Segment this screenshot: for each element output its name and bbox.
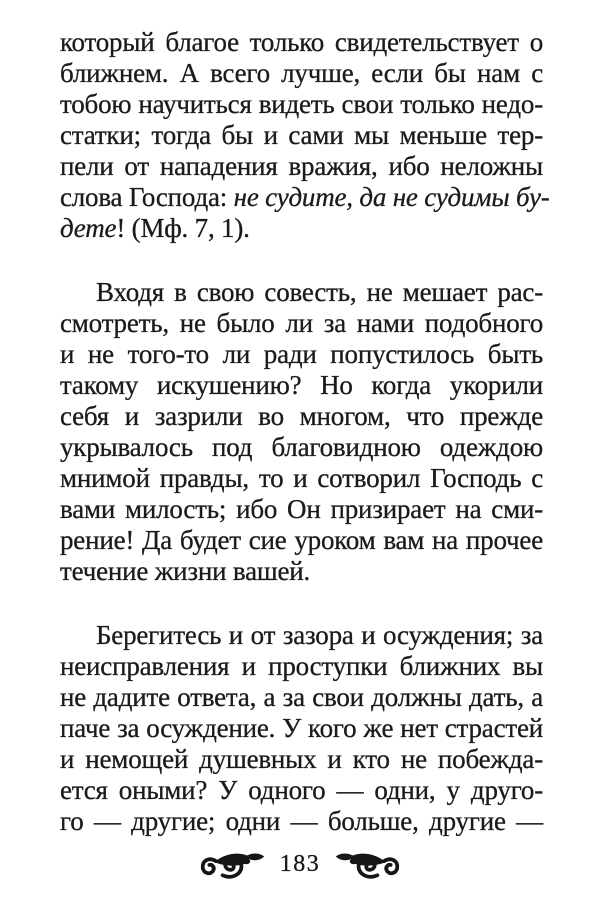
text-segment: смотреть, не было ли за нами подобного xyxy=(60,308,543,338)
text-line xyxy=(60,120,543,151)
text-segment: вами милость; ибо Он призирает на сми- xyxy=(60,494,543,524)
text-segment: Берегитесь и от зазора и осуждения; за xyxy=(96,620,543,650)
text-line xyxy=(60,744,543,775)
paragraph-3 xyxy=(60,620,543,837)
text-segment: рение! Да будет сие уроком вам на прочее xyxy=(60,525,543,555)
text-segment: и немощей душевных и кто не побежда- xyxy=(60,744,543,774)
text-line xyxy=(60,308,543,339)
text-segment: укрывалось под благовидною одеждою xyxy=(60,432,543,462)
text-line xyxy=(60,620,543,651)
text-line xyxy=(60,370,543,401)
text-segment: не дадите ответа, а за свои должны дать, а xyxy=(60,682,543,712)
text-line xyxy=(60,651,543,682)
paragraph-2 xyxy=(60,277,543,587)
text-line xyxy=(60,27,543,58)
text-segment: слова Господа: xyxy=(60,182,234,212)
text-segment: мнимой правды, то и сотворил Господь с xyxy=(60,463,543,493)
left-scroll-flourish-icon xyxy=(199,848,267,880)
text-segment: паче за осуждение. У кого же нет страстей xyxy=(60,713,543,743)
text-segment: ! (Мф. 7, 1). xyxy=(116,213,250,243)
text-line xyxy=(60,682,543,713)
text-segment: ближнем. А всего лучше, если бы нам с xyxy=(60,58,543,88)
text-line xyxy=(60,432,543,463)
text-line xyxy=(60,401,543,432)
text-segment: течение жизни вашей. xyxy=(60,556,311,586)
text-segment: ется оными? У одного — одни, у друго- xyxy=(60,775,543,805)
text-line xyxy=(60,58,543,89)
text-line xyxy=(60,775,543,806)
text-segment: неисправления и проступки ближних вы xyxy=(60,651,543,681)
text-line xyxy=(60,713,543,744)
text-segment: тобою научиться видеть свои только недо- xyxy=(60,89,543,119)
scripture-quote-italic: не судите, да не судимы бу- xyxy=(233,182,550,212)
text-line xyxy=(60,525,543,556)
text-line xyxy=(60,213,543,244)
text-line xyxy=(60,463,543,494)
text-line xyxy=(60,556,543,587)
text-segment: себя и зазрили во многом, что прежде xyxy=(60,401,543,431)
text-segment: такому искушению? Но когда укорили xyxy=(60,370,543,400)
text-line xyxy=(60,806,543,837)
text-line xyxy=(60,277,543,308)
text-line xyxy=(60,151,543,182)
text-segment: Входя в свою совесть, не мешает рас- xyxy=(96,277,543,307)
text-segment: пели от нападения вражия, ибо неложны xyxy=(60,151,543,181)
right-scroll-flourish-icon xyxy=(333,848,401,880)
paragraph-1 xyxy=(60,27,550,244)
text-line xyxy=(60,182,550,213)
text-block xyxy=(60,27,550,837)
text-line xyxy=(60,494,543,525)
text-line xyxy=(60,89,543,120)
text-line xyxy=(60,339,543,370)
text-segment: статки; тогда бы и сами мы меньше тер- xyxy=(60,120,543,150)
text-segment: го — другие; одни — больше, другие — xyxy=(60,806,543,836)
scripture-quote-italic: дете xyxy=(60,213,117,243)
text-segment: который благое только свидетельствует о xyxy=(60,27,543,57)
page-number: 183 xyxy=(279,851,321,877)
page-footer xyxy=(0,848,600,880)
text-segment: и не того-то ли ради попустилось быть xyxy=(60,339,543,369)
